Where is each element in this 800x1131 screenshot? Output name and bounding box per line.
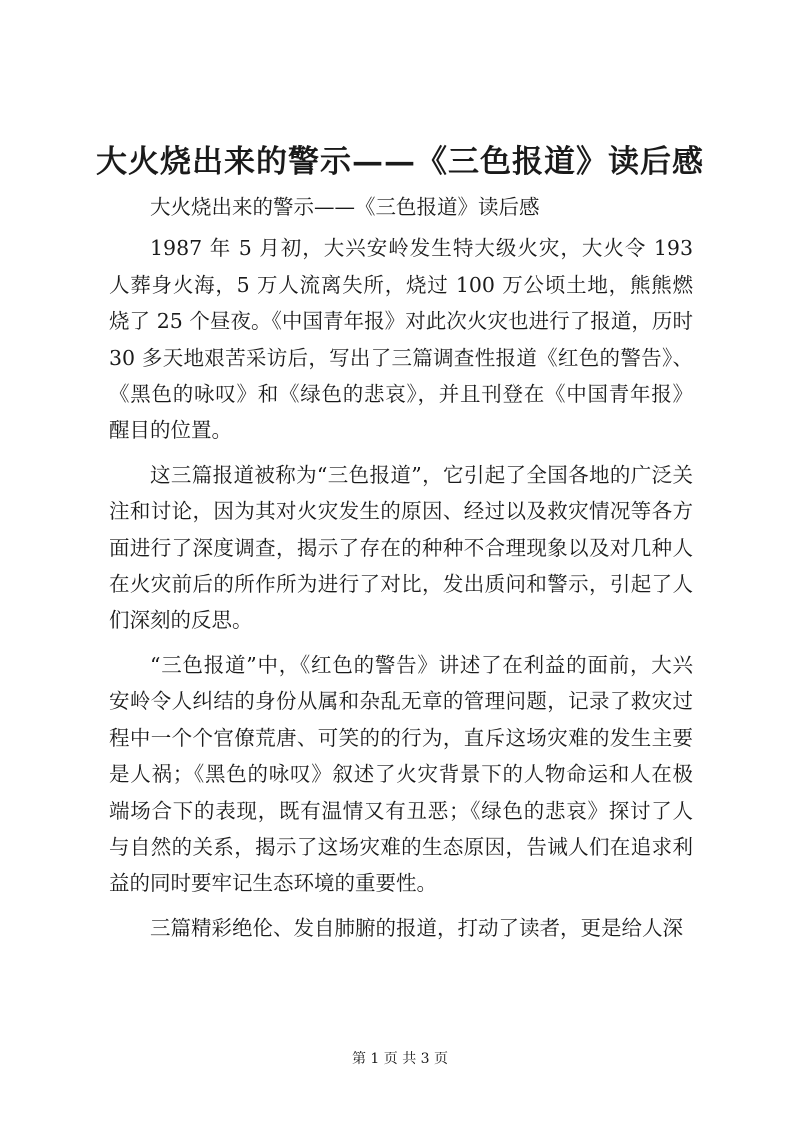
document-title: 大火烧出来的警示——《三色报道》读后感	[96, 144, 704, 180]
paragraph-1: 1987 年 5 月初，大兴安岭发生特大级火灾，大火令 193 人葬身火海，5 万人流离失所，烧过 100 万公顷土地，熊熊燃烧了 25 个昼夜。《中国青年报》对此次火灾也进行了报道，历时 30 多天地艰苦采访后，写出了三篇调查性报道《红色的警告》、《黑色的咏叹》和《绿色的悲哀》，并且刊登在《中国青年报》醒目的位置。	[109, 236, 693, 443]
page-number-footer: 第 1 页 共 3 页	[351, 1051, 449, 1067]
paragraph-2: 这三篇报道被称为“三色报道”，它引起了全国各地的广泛关注和讨论，因为其对火灾发生的原因、经过以及救灾情况等各方面进行了深度调查，揭示了存在的种种不合理现象以及对几种人在火灾前后的所作所为进行了对比，发出质问和警示，引起了人们深刻的反思。	[109, 462, 693, 633]
paragraph-4: 三篇精彩绝伦、发自肺腑的报道，打动了读者，更是给人深	[150, 915, 683, 940]
paragraph-3: “三色报道”中，《红色的警告》讲述了在利益的面前，大兴安岭令人纠结的身份从属和杂乱无章的管理问题，记录了救灾过程中一个个官僚荒唐、可笑的的行为，直斥这场灾难的发生主要是人祸；《黑色的咏叹》叙述了火灾背景下的人物命运和人在极端场合下的表现，既有温情又有丑恶；《绿色的悲哀》探讨了人与自然的关系，揭示了这场灾难的生态原因，告诫人们在追求利益的同时要牢记生态环境的重要性。	[109, 652, 693, 896]
document-body	[109, 189, 693, 946]
paragraph-subtitle: 大火烧出来的警示——《三色报道》读后感	[150, 195, 540, 219]
